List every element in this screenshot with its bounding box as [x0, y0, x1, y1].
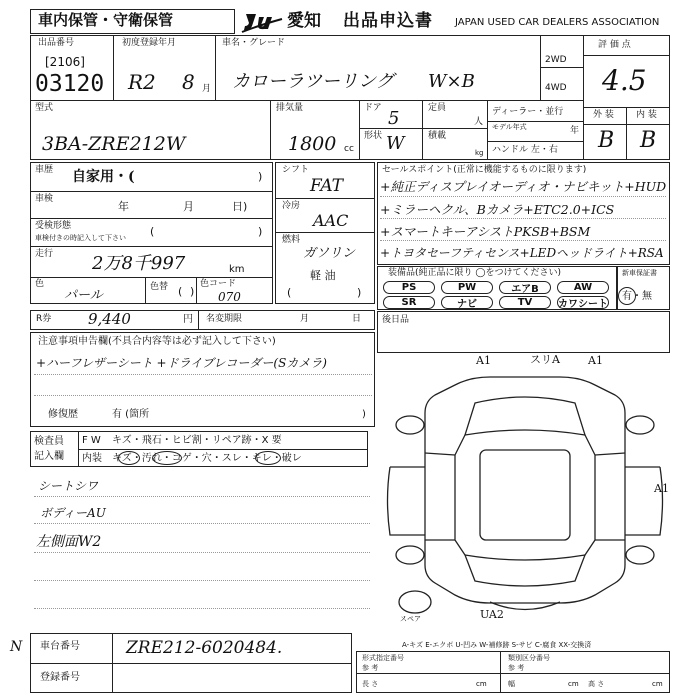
recycle-label: R券 [36, 314, 52, 324]
color-change-label: 色替 [150, 282, 169, 292]
history-paren-close: ) [258, 170, 263, 183]
name-change-day: 日 [352, 314, 362, 324]
handle-label: ハンドル 左・右 [492, 145, 558, 155]
doors-label: ドア [364, 103, 382, 113]
equip-ps: PS [383, 281, 435, 294]
model-grade-label: 車名・グレード [222, 38, 286, 48]
exterior-label: 外 装 [593, 110, 614, 120]
warranty-label: 新車保証書 [622, 269, 657, 277]
name-change-label: 名変期限 [206, 314, 243, 324]
equip-leather: カワシート [557, 296, 609, 309]
shift-label: シフト [282, 165, 310, 175]
car-damage-diagram [380, 355, 670, 625]
equip-sr: SR [383, 296, 435, 309]
chassis-mark: N [10, 639, 23, 655]
lot-number-label: 出品番号 [38, 38, 75, 48]
displacement-label: 排気量 [276, 103, 304, 113]
form-title: 出品申込書 [343, 11, 433, 31]
exterior-grade: B [598, 128, 615, 153]
mileage-value: 2万8千997 [92, 253, 186, 274]
fw-items: キズ・飛石・ヒビ割・リペア跡・X 要 [112, 435, 282, 446]
equip-aw: AW [557, 281, 609, 294]
fuel-paren-close: ) [357, 286, 362, 299]
color-value: パール [64, 288, 103, 303]
length-label: 長 さ [362, 680, 379, 688]
sales-line: +トヨタセーフティセンス+LEDヘッドライト+RSA [380, 246, 664, 260]
equip-tv: TV [499, 296, 551, 309]
person-unit: 人 [474, 117, 484, 127]
interior-check-items: キズ・汚れ・コゲ・穴・スレ・キレ・破レ [112, 453, 302, 464]
ac-value: AAC [313, 211, 349, 230]
color-label: 色 [35, 279, 45, 289]
type-value: 3BA-ZRE212W [42, 133, 186, 155]
repair-history-close: ) [362, 409, 366, 420]
first-registration-era: R2 [128, 70, 156, 94]
shape-label: 形状 [364, 131, 383, 141]
chassis-number: ZRE212-6020484. [126, 638, 283, 658]
color-change-close: ) [190, 285, 195, 298]
mileage-label: 走行 [35, 249, 54, 259]
ref-1: 参 考 [362, 664, 379, 672]
later-items-block [377, 311, 670, 353]
ac-label: 冷房 [282, 201, 301, 211]
equipment-label: 装備品(純正品に限り ◯をつけてください) [388, 268, 561, 278]
dealer-label: ディーラー・並行 [492, 107, 564, 117]
inspector-label: 検査員 [34, 436, 64, 447]
circle-scratch [118, 451, 140, 465]
kg-unit: kg [475, 149, 484, 157]
type-label: 型式 [35, 103, 54, 113]
drive-2wd: 2WD [545, 55, 567, 65]
drive-4wd: 4WD [545, 83, 567, 93]
remark-line: シートシワ [38, 479, 99, 493]
association-name: JAPAN USED CAR DEALERS ASSOCIATION [455, 17, 660, 28]
ju-logo [240, 11, 284, 33]
cc-unit: cc [344, 144, 354, 154]
sales-line: +ミラーヘクル、Bカメラ+ETC2.0+ICS [380, 202, 615, 217]
lot-number-small: [2106] [45, 55, 85, 69]
grade: W×B [428, 71, 475, 92]
width-cm: cm [568, 680, 579, 688]
transfer-paren-close: ) [258, 225, 263, 238]
fuel-alt: 軽 油 [310, 269, 336, 282]
transfer-label: 受検形態 [35, 221, 72, 231]
recycle-block [30, 310, 375, 330]
spare-label: スペア [400, 615, 421, 623]
color-code-value: 070 [218, 290, 241, 304]
damage-mark: A1 [588, 354, 603, 367]
ref-2: 参 考 [508, 664, 525, 672]
first-registration-label: 初度登録年月 [122, 38, 177, 48]
transfer-note: 車検付きの時記入して下さい [35, 234, 126, 242]
damage-mark: UA2 [480, 608, 504, 621]
notes-label: 注意事項申告欄(不具合内容等は必ず記入して下さい) [38, 336, 276, 347]
yen-unit: 円 [183, 314, 193, 325]
history-label: 車歴 [35, 165, 54, 175]
circle-wear [255, 451, 281, 465]
remark-line: ボディーAU [40, 506, 106, 520]
repair-history-value: 有 (箇所 [112, 409, 150, 420]
doors-value: 5 [388, 108, 400, 129]
car-name: カローラツーリング [232, 71, 394, 92]
fuel-value: ガソリン [303, 246, 356, 261]
circle-dirt [152, 451, 182, 465]
fw-label: F W [82, 435, 101, 446]
lot-number: 03120 [35, 71, 105, 97]
warranty-circle [618, 287, 636, 305]
classification-label: 類別区分番号 [508, 654, 550, 662]
damage-mark: スリA [530, 353, 560, 366]
sales-points-label: セールスポイント(正常に機能するものに限ります) [382, 165, 587, 175]
fuel-label: 燃料 [282, 235, 301, 245]
later-items-label: 後日品 [382, 315, 410, 325]
logo-text: 愛知 [287, 11, 321, 31]
inspector-entry-label: 記入欄 [34, 451, 64, 462]
color-change-open: ( [178, 285, 183, 298]
inspection-day: 日) [232, 200, 248, 213]
height-cm: cm [652, 680, 663, 688]
damage-mark: A1 [476, 354, 491, 367]
equip-pw: PW [441, 281, 493, 294]
length-cm: cm [476, 680, 487, 688]
registration-label: 登録番号 [40, 672, 80, 683]
interior-grade: B [640, 128, 657, 153]
inspection-month: 月 [183, 200, 194, 213]
sales-line: +スマートキーアシストPKSB+BSM [380, 224, 591, 239]
notes-text: +ハーフレザーシート +ドライブレコーダー(Sカメラ) [36, 356, 327, 370]
model-year-label: モデル年式 [492, 123, 527, 131]
damage-mark: A1 [654, 482, 669, 495]
displacement-value: 1800 [288, 133, 337, 155]
color-code-label: 色コード [200, 279, 237, 289]
remark-line: 左側面W2 [36, 534, 102, 550]
name-change-month: 月 [300, 314, 310, 324]
interior-label: 内 装 [636, 110, 657, 120]
interior-check-label: 内装 [82, 453, 102, 464]
width-label: 幅 [508, 680, 515, 688]
damage-legend: A-キズ E-エクボ U-凹み W-補修跡 S-サビ C-腐食 XX-交換済 [402, 641, 592, 649]
form-spec-label: 形式指定番号 [362, 654, 404, 662]
repair-history-label: 修復歴 [48, 409, 78, 420]
month-unit: 月 [202, 84, 212, 94]
equip-navi: ナビ [441, 296, 493, 309]
sales-line: +純正ディスプレイオーディオ・ナビキット+HUD [380, 179, 667, 194]
shape-value: W [386, 133, 405, 154]
height-label: 高 さ [588, 680, 605, 688]
chassis-label: 車台番号 [40, 641, 80, 652]
first-registration-month: 8 [182, 70, 195, 94]
year-unit: 年 [570, 126, 580, 136]
recycle-value: 9,440 [88, 310, 131, 328]
inspection-year: 年 [118, 200, 129, 213]
warranty-options: 有・無 [622, 291, 652, 302]
storage-badge-text: 車内保管・守衛保管 [38, 11, 174, 29]
history-value: 自家用・( [72, 169, 135, 185]
equip-airbag: エアB [499, 281, 551, 294]
shift-value: FAT [310, 176, 344, 196]
capacity-label: 定員 [428, 103, 447, 113]
loading-label: 積載 [428, 131, 447, 141]
km-unit: km [229, 264, 245, 275]
fuel-paren-open: ( [287, 286, 292, 299]
inspection-label: 車検 [35, 194, 54, 204]
rating-value: 4.5 [602, 64, 647, 97]
rating-label: 評 価 点 [598, 40, 631, 50]
transfer-paren-open: ( [150, 225, 155, 238]
